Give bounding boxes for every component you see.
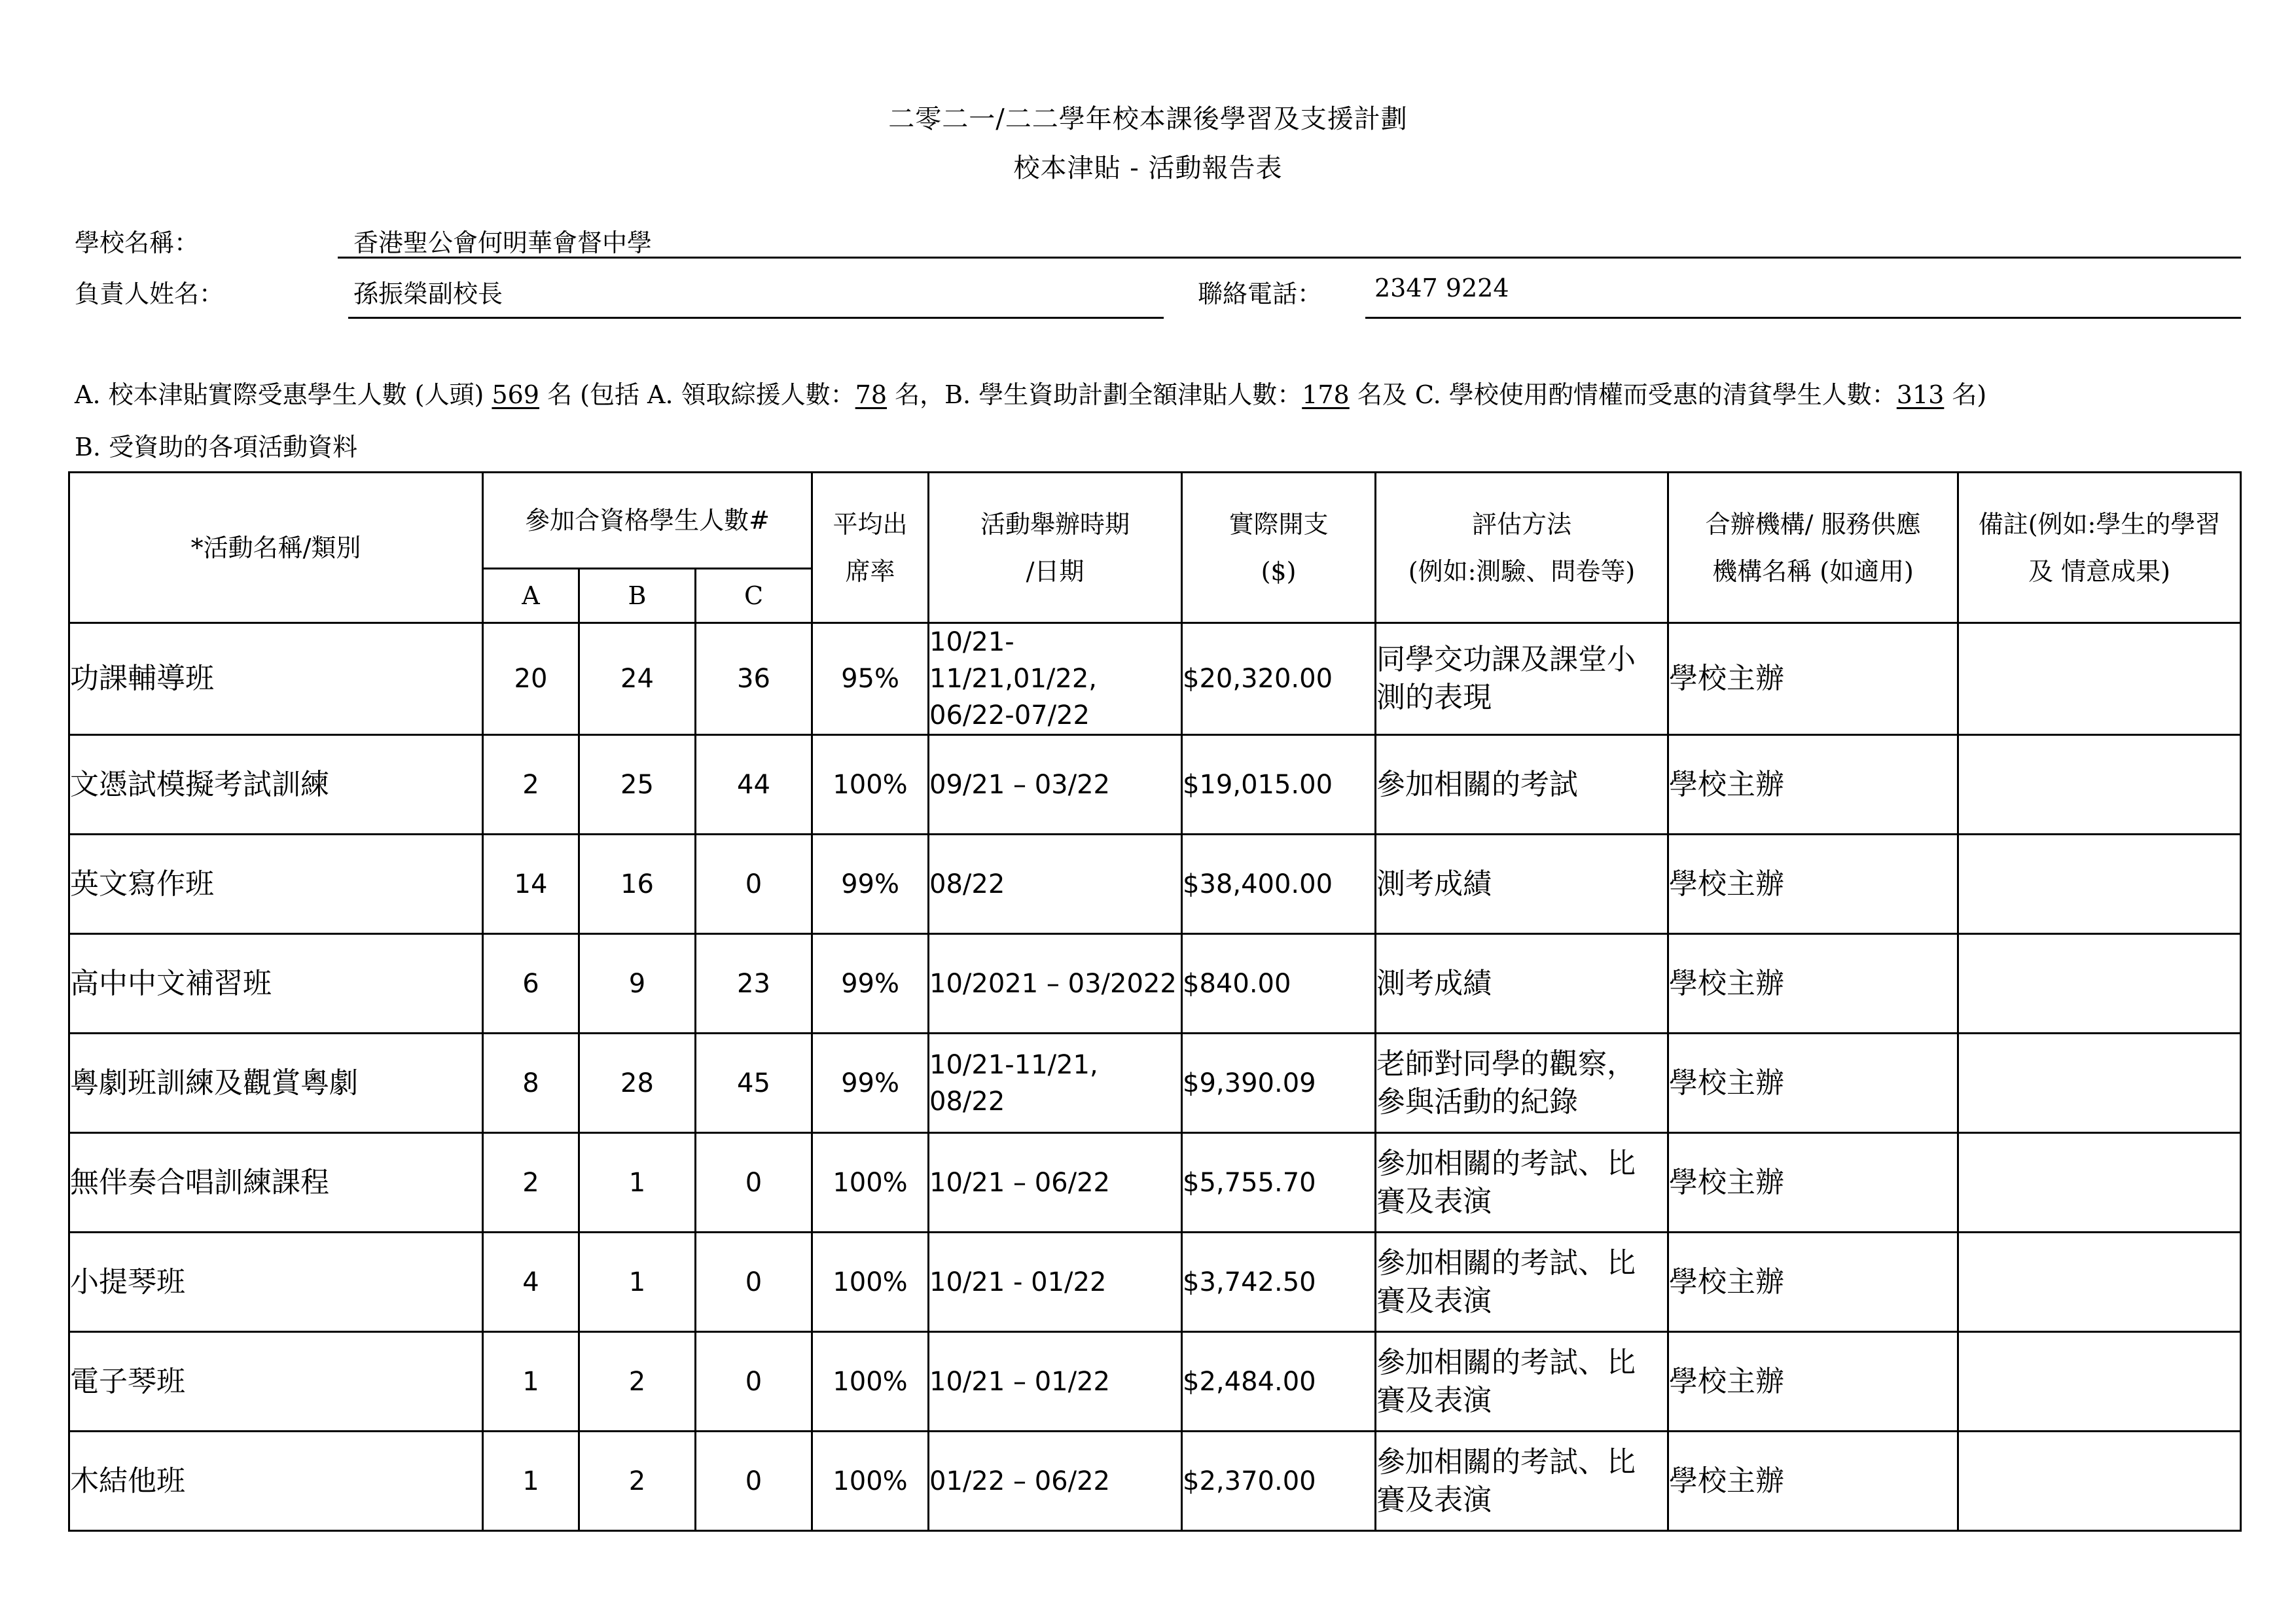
actual-expense: $38,400.00 [1182,835,1376,934]
eval-line1: 參加相關的考試、比 [1376,1445,1636,1479]
period-line1: 10/2021 – 03/2022 [929,968,1177,999]
count-b: 28 [579,1034,696,1133]
evaluation-method [1376,1233,1668,1332]
activity-name: 電子琴班 [69,1332,483,1432]
period-line1: 10/21 – 01/22 [929,1366,1110,1397]
header-organizer [1668,473,1958,623]
eval-line2: 賽及表演 [1376,1284,1492,1318]
period-line1: 10/21 – 06/22 [929,1167,1110,1198]
activity-table [68,471,2242,1532]
evaluation-method [1376,1133,1668,1233]
activity-period [929,735,1182,835]
person-in-charge-label: 負責人姓名： [75,280,224,308]
count-b: 1 [579,1133,696,1233]
count-a: 14 [483,835,579,934]
organizer: 學校主辦 [1668,835,1958,934]
count-c: 0 [696,1332,812,1432]
eval-line1: 參加相關的考試 [1376,767,1579,801]
phone-underline [1365,317,2241,319]
eval-line2: 賽及表演 [1376,1383,1492,1417]
activity-name: 小提琴班 [69,1233,483,1332]
header-period [929,473,1182,623]
evaluation-method [1376,1332,1668,1432]
summary-text-1: A. 校本津貼實際受惠學生人數 (人頭) [75,380,484,409]
summary-total-count: 569 [492,380,539,409]
eval-line2: 賽及表演 [1376,1184,1492,1218]
activity-period [929,1133,1182,1233]
count-a: 1 [483,1432,579,1531]
count-c: 0 [696,1432,812,1531]
header-evaluation-line1: 評估方法 [1472,509,1572,539]
activity-period [929,1332,1182,1432]
count-c: 45 [696,1034,812,1133]
organizer: 學校主辦 [1668,1332,1958,1432]
header-attendance [812,473,929,623]
period-line1: 01/22 – 06/22 [929,1466,1110,1496]
count-b: 16 [579,835,696,934]
count-b: 2 [579,1432,696,1531]
eval-line1: 老師對同學的觀察， [1376,1047,1636,1081]
phone-label: 聯絡電話： [1198,280,1323,308]
attendance-rate: 95% [812,623,929,735]
school-name-label: 學校名稱： [75,228,200,257]
actual-expense: $5,755.70 [1182,1133,1376,1233]
organizer: 學校主辦 [1668,735,1958,835]
header-attendance-line1: 平均出 [833,509,908,539]
activity-period [929,623,1182,735]
count-a: 2 [483,1133,579,1233]
activity-period [929,1432,1182,1531]
actual-expense: $9,390.09 [1182,1034,1376,1133]
organizer: 學校主辦 [1668,1133,1958,1233]
table-row [69,835,2241,934]
period-line1: 09/21 – 03/22 [929,769,1110,800]
activity-name: 木結他班 [69,1432,483,1531]
evaluation-method [1376,1034,1668,1133]
eval-line1: 測考成績 [1376,867,1492,901]
count-a: 1 [483,1332,579,1432]
activity-period [929,1233,1182,1332]
activity-name: 英文寫作班 [69,835,483,934]
summary-text-2: 名 (包括 A. 領取綜援人數： [547,380,855,409]
header-expense [1182,473,1376,623]
eval-line2: 測的表現 [1376,681,1492,714]
summary-a-count: 78 [855,380,888,409]
attendance-rate: 100% [812,1133,929,1233]
summary-text-5: 名) [1952,380,1987,409]
beneficiary-summary [75,374,1986,410]
activity-name: 無伴奏合唱訓練課程 [69,1133,483,1233]
count-c: 0 [696,1233,812,1332]
header-group-b: B [579,569,696,623]
attendance-rate: 100% [812,1332,929,1432]
period-line1: 10/21 - 01/22 [929,1267,1107,1297]
header-remarks-line2: 及 情意成果) [2028,556,2170,586]
count-c: 0 [696,835,812,934]
count-a: 2 [483,735,579,835]
attendance-rate: 100% [812,735,929,835]
remarks [1958,1034,2241,1133]
organizer: 學校主辦 [1668,623,1958,735]
eval-line1: 參加相關的考試、比 [1376,1345,1636,1379]
table-row [69,1432,2241,1531]
attendance-rate: 99% [812,1034,929,1133]
remarks [1958,934,2241,1034]
evaluation-method [1376,1432,1668,1531]
header-evaluation [1376,473,1668,623]
header-period-line1: 活動舉辦時期 [980,509,1130,539]
summary-b-count: 178 [1302,380,1350,409]
evaluation-method [1376,934,1668,1034]
period-line1: 10/21-11/21,01/22, [929,627,1097,694]
remarks [1958,1133,2241,1233]
count-c: 0 [696,1133,812,1233]
attendance-rate: 100% [812,1233,929,1332]
count-c: 36 [696,623,812,735]
header-participants: 參加合資格學生人數# [483,473,812,569]
count-b: 25 [579,735,696,835]
actual-expense: $3,742.50 [1182,1233,1376,1332]
attendance-rate: 100% [812,1432,929,1531]
school-name-value: 香港聖公會何明華會督中學 [353,228,653,257]
remarks [1958,735,2241,835]
activity-period [929,1034,1182,1133]
organizer: 學校主辦 [1668,934,1958,1034]
count-b: 9 [579,934,696,1034]
organizer: 學校主辦 [1668,1432,1958,1531]
count-b: 1 [579,1233,696,1332]
actual-expense: $2,370.00 [1182,1432,1376,1531]
remarks [1958,1432,2241,1531]
header-activity: *活動名稱/類別 [69,473,483,623]
actual-expense: $840.00 [1182,934,1376,1034]
actual-expense: $19,015.00 [1182,735,1376,835]
evaluation-method [1376,623,1668,735]
header-attendance-line2: 席率 [845,556,895,586]
table-row [69,1233,2241,1332]
summary-text-3: 名，B. 學生資助計劃全額津貼人數： [895,380,1302,409]
header-period-line2: /日期 [1026,556,1085,586]
count-a: 8 [483,1034,579,1133]
summary-text-4: 名及 C. 學校使用酌情權而受惠的清貧學生人數： [1357,380,1897,409]
remarks [1958,623,2241,735]
eval-line2: 參與活動的紀錄 [1376,1085,1579,1119]
attendance-rate: 99% [812,934,929,1034]
eval-line1: 測考成績 [1376,966,1492,1000]
period-line1: 10/21-11/21, 08/22 [929,1049,1098,1117]
table-row [69,735,2241,835]
activity-name: 功課輔導班 [69,623,483,735]
person-in-charge-value: 孫振榮副校長 [353,280,503,308]
actual-expense: $2,484.00 [1182,1332,1376,1432]
activity-period [929,934,1182,1034]
section-b-heading: B. 受資助的各項活動資料 [75,433,358,461]
form-subtitle: 校本津貼 - 活動報告表 [1013,153,1283,183]
count-a: 20 [483,623,579,735]
header-expense-line2: ($) [1261,556,1297,586]
period-line2: 06/22-07/22 [929,700,1090,731]
table-row [69,1332,2241,1432]
person-in-charge-underline [348,317,1164,319]
remarks [1958,1233,2241,1332]
header-group-c: C [696,569,812,623]
count-c: 23 [696,934,812,1034]
table-row [69,1034,2241,1133]
summary-c-count: 313 [1896,380,1945,409]
eval-line2: 賽及表演 [1376,1483,1492,1517]
attendance-rate: 99% [812,835,929,934]
actual-expense: $20,320.00 [1182,623,1376,735]
count-b: 2 [579,1332,696,1432]
header-expense-line1: 實際開支 [1229,509,1329,539]
evaluation-method [1376,735,1668,835]
phone-value: 2347 9224 [1374,274,1509,302]
header-remarks-line1: 備註(例如:學生的學習 [1978,509,2221,539]
header-group-a: A [483,569,579,623]
count-a: 4 [483,1233,579,1332]
eval-line1: 同學交功課及課堂小 [1376,643,1636,676]
header-organizer-line1: 合辦機構/ 服務供應 [1705,509,1921,539]
eval-line1: 參加相關的考試、比 [1376,1246,1636,1280]
school-name-underline [338,257,2241,259]
count-c: 44 [696,735,812,835]
header-evaluation-line2: (例如:測驗、問卷等) [1408,556,1636,586]
activity-period [929,835,1182,934]
eval-line1: 參加相關的考試、比 [1376,1146,1636,1180]
table-row [69,934,2241,1034]
form-title: 二零二一/二二學年校本課後學習及支援計劃 [888,104,1408,134]
table-row [69,1133,2241,1233]
activity-name: 粵劇班訓練及觀賞粵劇 [69,1034,483,1133]
organizer: 學校主辦 [1668,1034,1958,1133]
header-organizer-line2: 機構名稱 (如適用) [1712,556,1914,586]
count-b: 24 [579,623,696,735]
count-a: 6 [483,934,579,1034]
activity-name: 文憑試模擬考試訓練 [69,735,483,835]
header-remarks [1958,473,2241,623]
activity-name: 高中中文補習班 [69,934,483,1034]
period-line1: 08/22 [929,869,1005,899]
organizer: 學校主辦 [1668,1233,1958,1332]
table-row [69,623,2241,735]
evaluation-method [1376,835,1668,934]
remarks [1958,1332,2241,1432]
remarks [1958,835,2241,934]
